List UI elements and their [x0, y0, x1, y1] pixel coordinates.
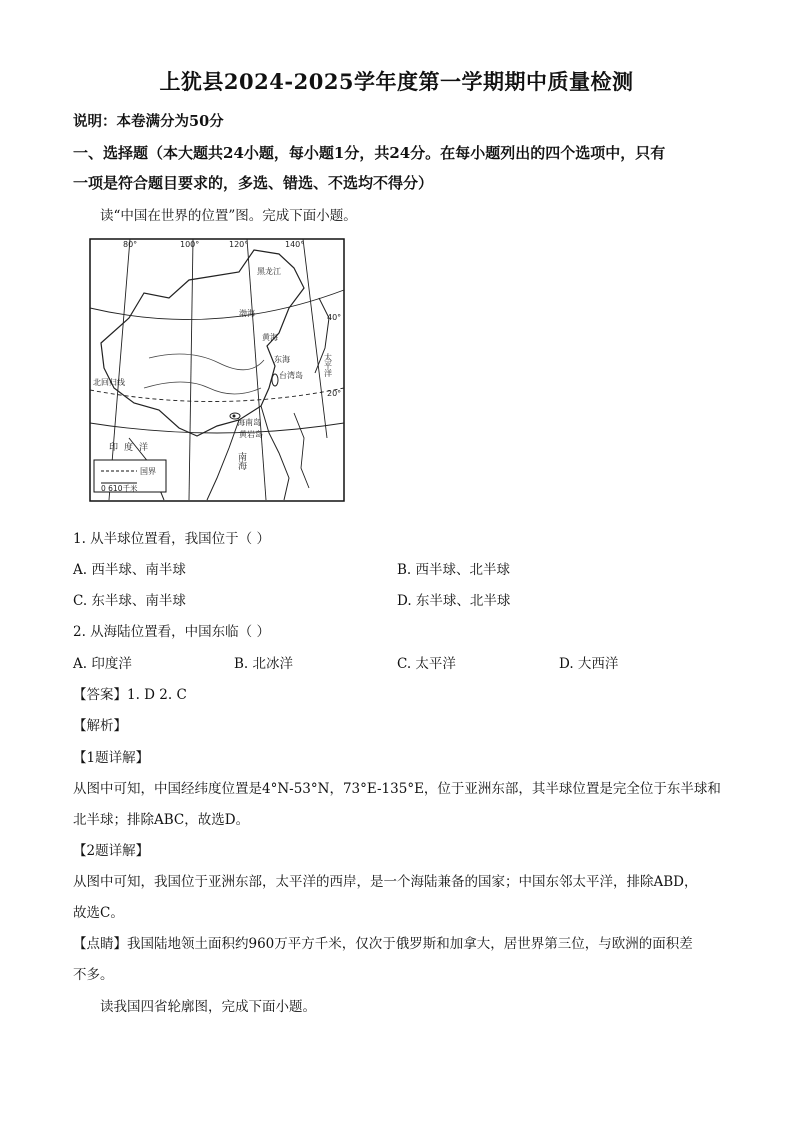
question-2-stem: 2. 从海陆位置看，中国东临（ ）	[73, 624, 270, 640]
intro-map-question: 读“中国在世界的位置”图。完成下面小题。	[100, 208, 357, 224]
section-heading-line2: 一项是符合题目要求的，多选、错选、不选均不得分）	[73, 174, 434, 192]
lon-label-80: 80°	[123, 240, 138, 249]
q1-option-d: D. 东半球、北半球	[397, 593, 511, 609]
q1-option-a: A. 西半球、南半球	[73, 562, 186, 578]
detail-1-line1: 从图中可知，中国经纬度位置是4°N-53°N，73°E-135°E，位于亚洲东部，其半球位置是完全位于东半球和	[73, 781, 721, 797]
label-huangyan: 黄岩岛	[239, 430, 263, 439]
label-hainan: 海南岛	[237, 418, 261, 427]
tip-line1: 【点睛】我国陆地领土面积约960万平方千米，仅次于俄罗斯和加拿大，居世界第三位，与欧洲的面积差	[73, 936, 693, 952]
legend-scale: 0 610千米	[101, 484, 138, 493]
q2-option-b: B. 北冰洋	[234, 656, 294, 672]
page-title: 上犹县2024-2025学年度第一学期期中质量检测	[159, 69, 634, 94]
label-pacific: 太平洋	[323, 353, 333, 377]
q2-option-d: D. 大西洋	[559, 656, 619, 672]
label-donghai: 东海	[274, 355, 290, 364]
label-huanghai: 黄海	[262, 333, 278, 342]
detail-1-line2: 北半球；排除ABC，故选D。	[73, 812, 250, 828]
question-1-stem: 1. 从半球位置看，我国位于（ ）	[73, 531, 270, 547]
lon-label-100: 100°	[180, 240, 200, 249]
detail-2-line2: 故选C。	[73, 905, 124, 921]
tip-line2: 不多。	[73, 967, 114, 983]
detail-2-line1: 从图中可知，我国位于亚洲东部，太平洋的西岸，是一个海陆兼备的国家；中国东邻太平洋，排除ABD，	[73, 874, 698, 890]
q1-option-b: B. 西半球、北半球	[397, 562, 511, 578]
score-note: 说明：本卷满分为50分	[73, 113, 224, 130]
lat-label-20: 20°	[327, 389, 342, 398]
lat-label-40: 40°	[327, 313, 342, 322]
q2-option-a: A. 印度洋	[73, 656, 132, 672]
lon-label-140: 140°	[285, 240, 305, 249]
label-taiwan: 台湾岛	[279, 371, 303, 380]
intro-next-question: 读我国四省轮廓图，完成下面小题。	[100, 999, 316, 1015]
legend-border: 国界	[140, 467, 156, 476]
q2-option-c: C. 太平洋	[397, 656, 456, 672]
label-heilongjiang: 黑龙江	[257, 267, 281, 276]
china-world-position-map	[89, 238, 345, 502]
detail-2-heading: 【2题详解】	[73, 843, 150, 859]
section-heading-line1: 一、选择题（本大题共24小题，每小题1分，共24分。在每小题列出的四个选项中，只有	[73, 144, 666, 162]
detail-1-heading: 【1题详解】	[73, 750, 150, 766]
label-bohai: 渤海	[239, 309, 255, 318]
q1-option-c: C. 东半球、南半球	[73, 593, 186, 609]
label-tropic: 北回归线	[93, 378, 125, 387]
label-indian-ocean: 印度洋	[109, 443, 155, 453]
lon-label-120: 120°	[229, 240, 249, 249]
answer-line: 【答案】1. D 2. C	[73, 687, 187, 703]
label-nanhai: 南海	[236, 452, 246, 470]
analysis-heading: 【解析】	[73, 718, 127, 734]
